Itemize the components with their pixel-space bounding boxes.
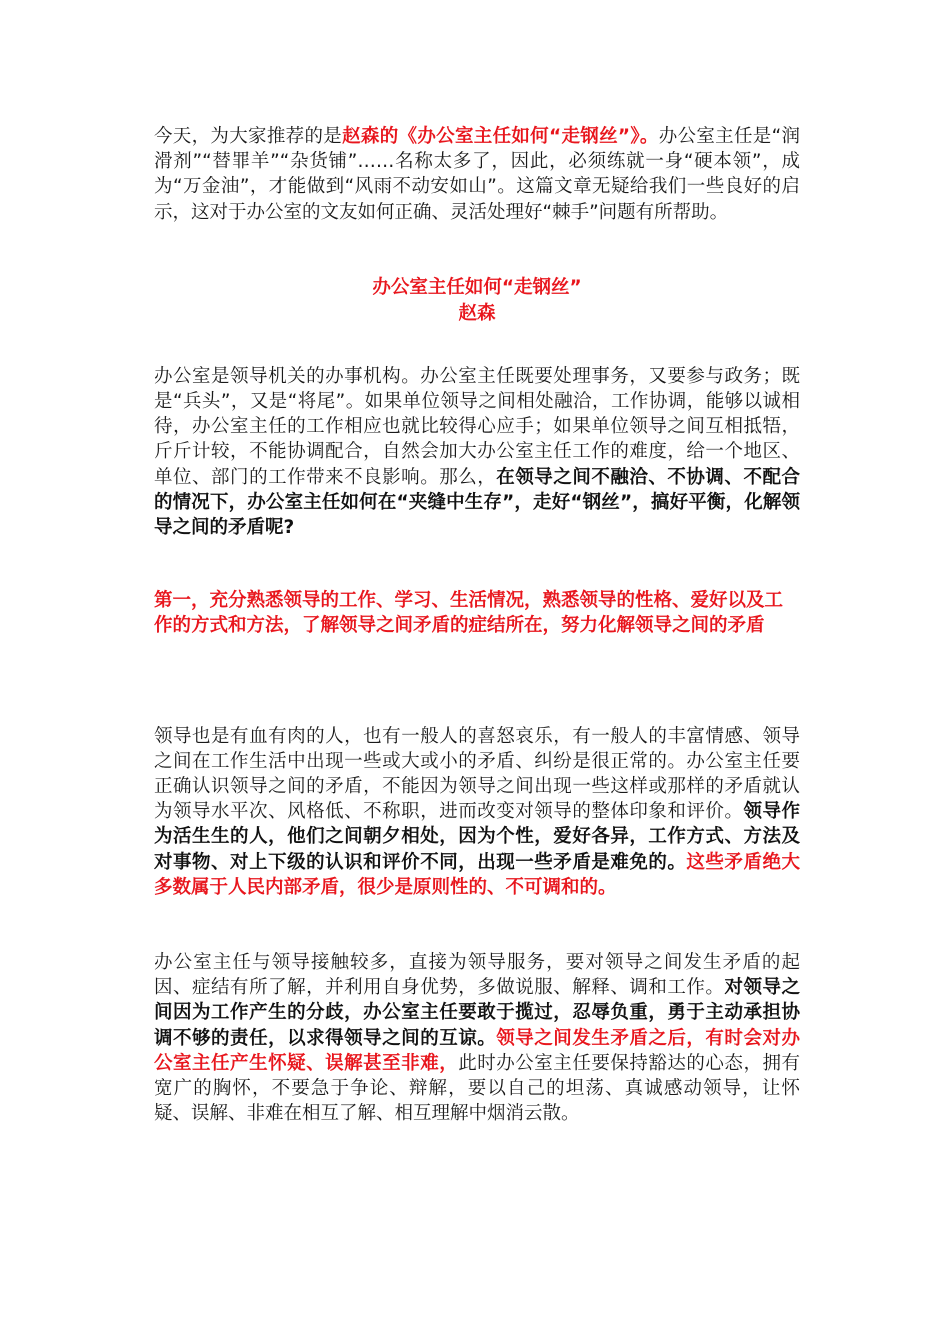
para3-bold-text: 对领导之间因为工作产生的分歧，办公室主任要敢于揽过，忍辱负重，勇于主动承担协调不够的责任，以求得领导之间的互谅。 bbox=[154, 977, 800, 1049]
body-paragraph-3 bbox=[154, 950, 800, 1126]
para2-bold-text: 领导作为活生生的人，他们之间朝夕相处，因为个性，爱好各异，工作方式、方法及对事物、对上下级的认识和评价不同，出现一些矛盾是难免的。 bbox=[154, 801, 800, 873]
document-page bbox=[154, 124, 800, 1126]
section-heading-1: 第一，充分熟悉领导的工作、学习、生活情况，熟悉领导的性格、爱好以及工作的方式和方法，了解领导之间矛盾的症结所在，努力化解领导之间的矛盾 bbox=[154, 590, 784, 637]
para2-text: 领导也是有血有肉的人，也有一般人的喜怒哀乐，有一般人的丰富情感、领导之间在工作生活中出现一些或大或小的矛盾、纠纷是很正常的。办公室主任要正确认识领导之间的矛盾，不能因为领导之间出现一些这样或那样的矛盾就认为领导水平次、风格低、不称职，进而改变对领导的整体印象和评价。 bbox=[154, 725, 800, 823]
intro-paragraph bbox=[154, 124, 800, 225]
para1-bold-text: 在领导之间不融洽、不协调、不配合的情况下，办公室主任如何在“夹缝中生存”，走好“钢丝”，搞好平衡，化解领导之间的矛盾呢? bbox=[154, 466, 800, 539]
article-title-block bbox=[154, 275, 800, 327]
article-author: 赵森 bbox=[458, 302, 496, 324]
para1-text: 办公室是领导机关的办事机构。办公室主任既要处理事务，又要参与政务；既是“兵头”，又是“将尾”。如果单位领导之间相处融洽，工作协调，能够以诚相待，办公室主任的工作相应也就比较得心应手；如果单位领导之间互相抵牾，斤斤计较，不能协调配合，自然会加大办公室主任工作的难度，给一个地区、单位、部门的工作带来不良影响。那么， bbox=[154, 365, 800, 488]
intro-text-1: 今天，为大家推荐的是 bbox=[154, 126, 343, 147]
article-title: 办公室主任如何“走钢丝” bbox=[372, 276, 582, 298]
body-paragraph-1 bbox=[154, 364, 800, 540]
para3-text-1: 办公室主任与领导接触较多，直接为领导服务，要对领导之间发生矛盾的起因、症结有所了解，并利用自身优势，多做说服、解释、调和工作。 bbox=[154, 952, 800, 999]
para3-text-2: 此时办公室主任要保持豁达的心态，拥有宽广的胸怀，不要急于争论、辩解，要以自己的坦荡、真诚感动领导，让怀疑、误解、非难在相互了解、相互理解中烟消云散。 bbox=[154, 1052, 800, 1125]
intro-highlight: 赵森的《办公室主任如何“走钢丝”》。 bbox=[342, 126, 659, 147]
para3-red-text: 领导之间发生矛盾之后，有时会对办公室主任产生怀疑、误解甚至非难， bbox=[154, 1027, 800, 1074]
intro-text-2: 办公室主任是“润滑剂”“替罪羊”“杂货铺”……名称太多了，因此，必须练就一身“硬本领”，成为“万金油”，才能做到“风雨不动安如山”。这篇文章无疑给我们一些良好的启示，这对于办公室的文友如何正确、灵活处理好“棘手”问题有所帮助。 bbox=[154, 126, 800, 223]
body-paragraph-2 bbox=[154, 724, 800, 900]
para2-red-text: 这些矛盾绝大多数属于人民内部矛盾，很少是原则性的、不可调和的。 bbox=[154, 851, 800, 898]
